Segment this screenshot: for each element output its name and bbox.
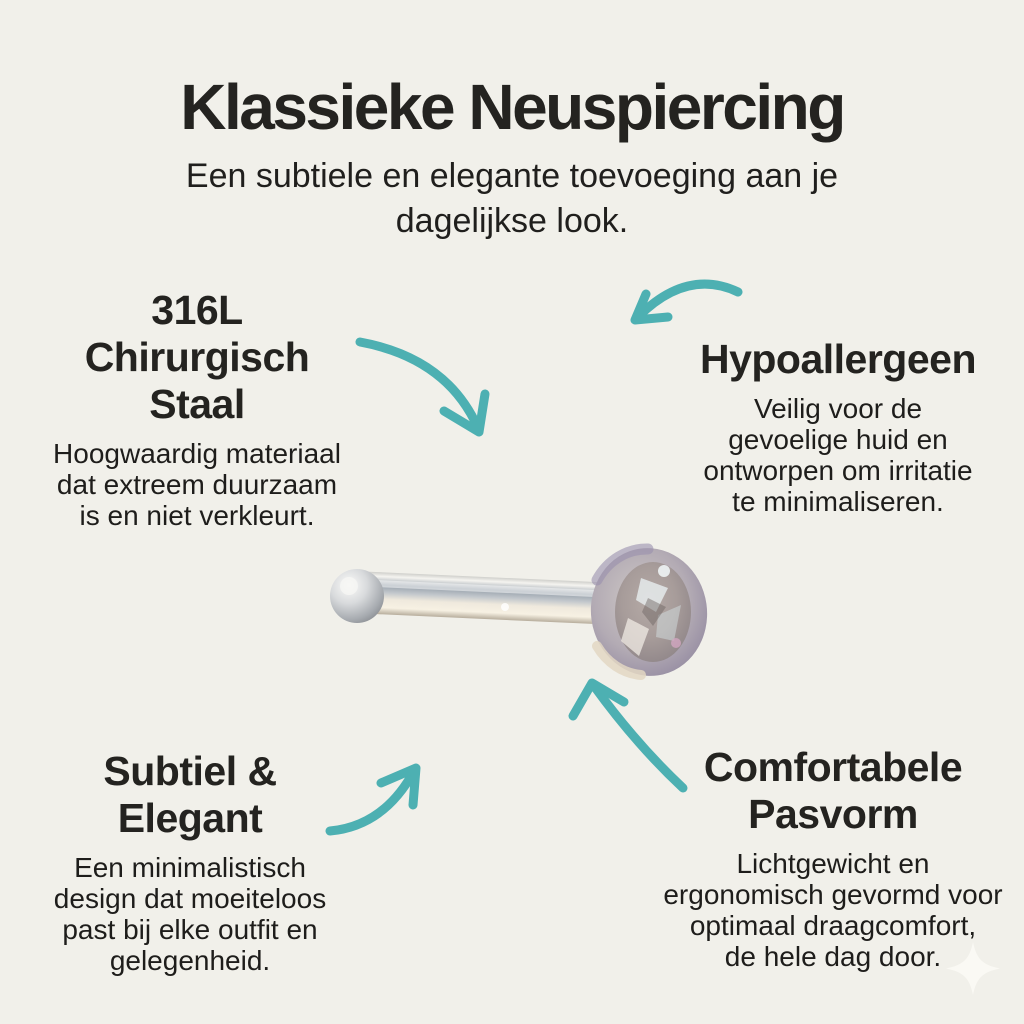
curved-arrow-bottom-right-icon	[573, 683, 683, 788]
body-line: Hoogwaardig materiaal	[53, 438, 341, 469]
heading-line: Subtiel &	[103, 748, 277, 794]
curved-arrow-top-left-icon	[360, 342, 485, 432]
heading-line: Pasvorm	[748, 791, 918, 837]
heading-line: Chirurgisch	[84, 334, 310, 380]
curved-arrow-bottom-left-icon	[330, 768, 416, 831]
body-line: Lichtgewicht en	[736, 848, 930, 879]
body-line: te minimaliseren.	[732, 486, 944, 517]
subtitle-line: dagelijkse look.	[395, 201, 629, 240]
stud-bar	[351, 571, 619, 625]
body-line: de hele dag door.	[724, 941, 942, 972]
sparkle-icon	[946, 942, 1000, 995]
body-line: dat extreem duurzaam	[56, 469, 338, 500]
stud-ball-highlight	[340, 577, 358, 595]
body-line: gevoelige huid en	[728, 424, 948, 455]
gem-white-glint	[658, 565, 670, 577]
heading-line: 316L	[151, 287, 243, 333]
subtitle-line: Een subtiele en elegante toevoeging aan je	[185, 156, 839, 195]
stud-bar-speck	[501, 603, 509, 611]
product-photo-nose-stud	[330, 541, 715, 684]
gem-pink-glint	[671, 638, 681, 648]
body-line: past bij elke outfit en	[62, 914, 318, 945]
heading-line: Hypoallergeen	[699, 336, 977, 382]
body-line: Een minimalistisch	[74, 852, 306, 883]
heading-line: Staal	[149, 381, 245, 427]
body-line: optimaal draagcomfort,	[689, 910, 977, 941]
heading-line: Comfortabele	[703, 744, 963, 790]
body-line: gelegenheid.	[109, 945, 271, 976]
stud-ball-end	[330, 569, 384, 623]
body-line: ergonomisch gevormd voor	[663, 879, 1003, 910]
curved-arrow-top-right-icon	[635, 284, 738, 320]
page-title: Klassieke Neuspiercing	[180, 71, 844, 143]
body-line: design dat moeiteloos	[53, 883, 327, 914]
body-line: Veilig voor de	[753, 393, 923, 424]
heading-line: Elegant	[117, 795, 263, 841]
body-line: ontworpen om irritatie	[703, 455, 973, 486]
body-line: is en niet verkleurt.	[79, 500, 315, 531]
